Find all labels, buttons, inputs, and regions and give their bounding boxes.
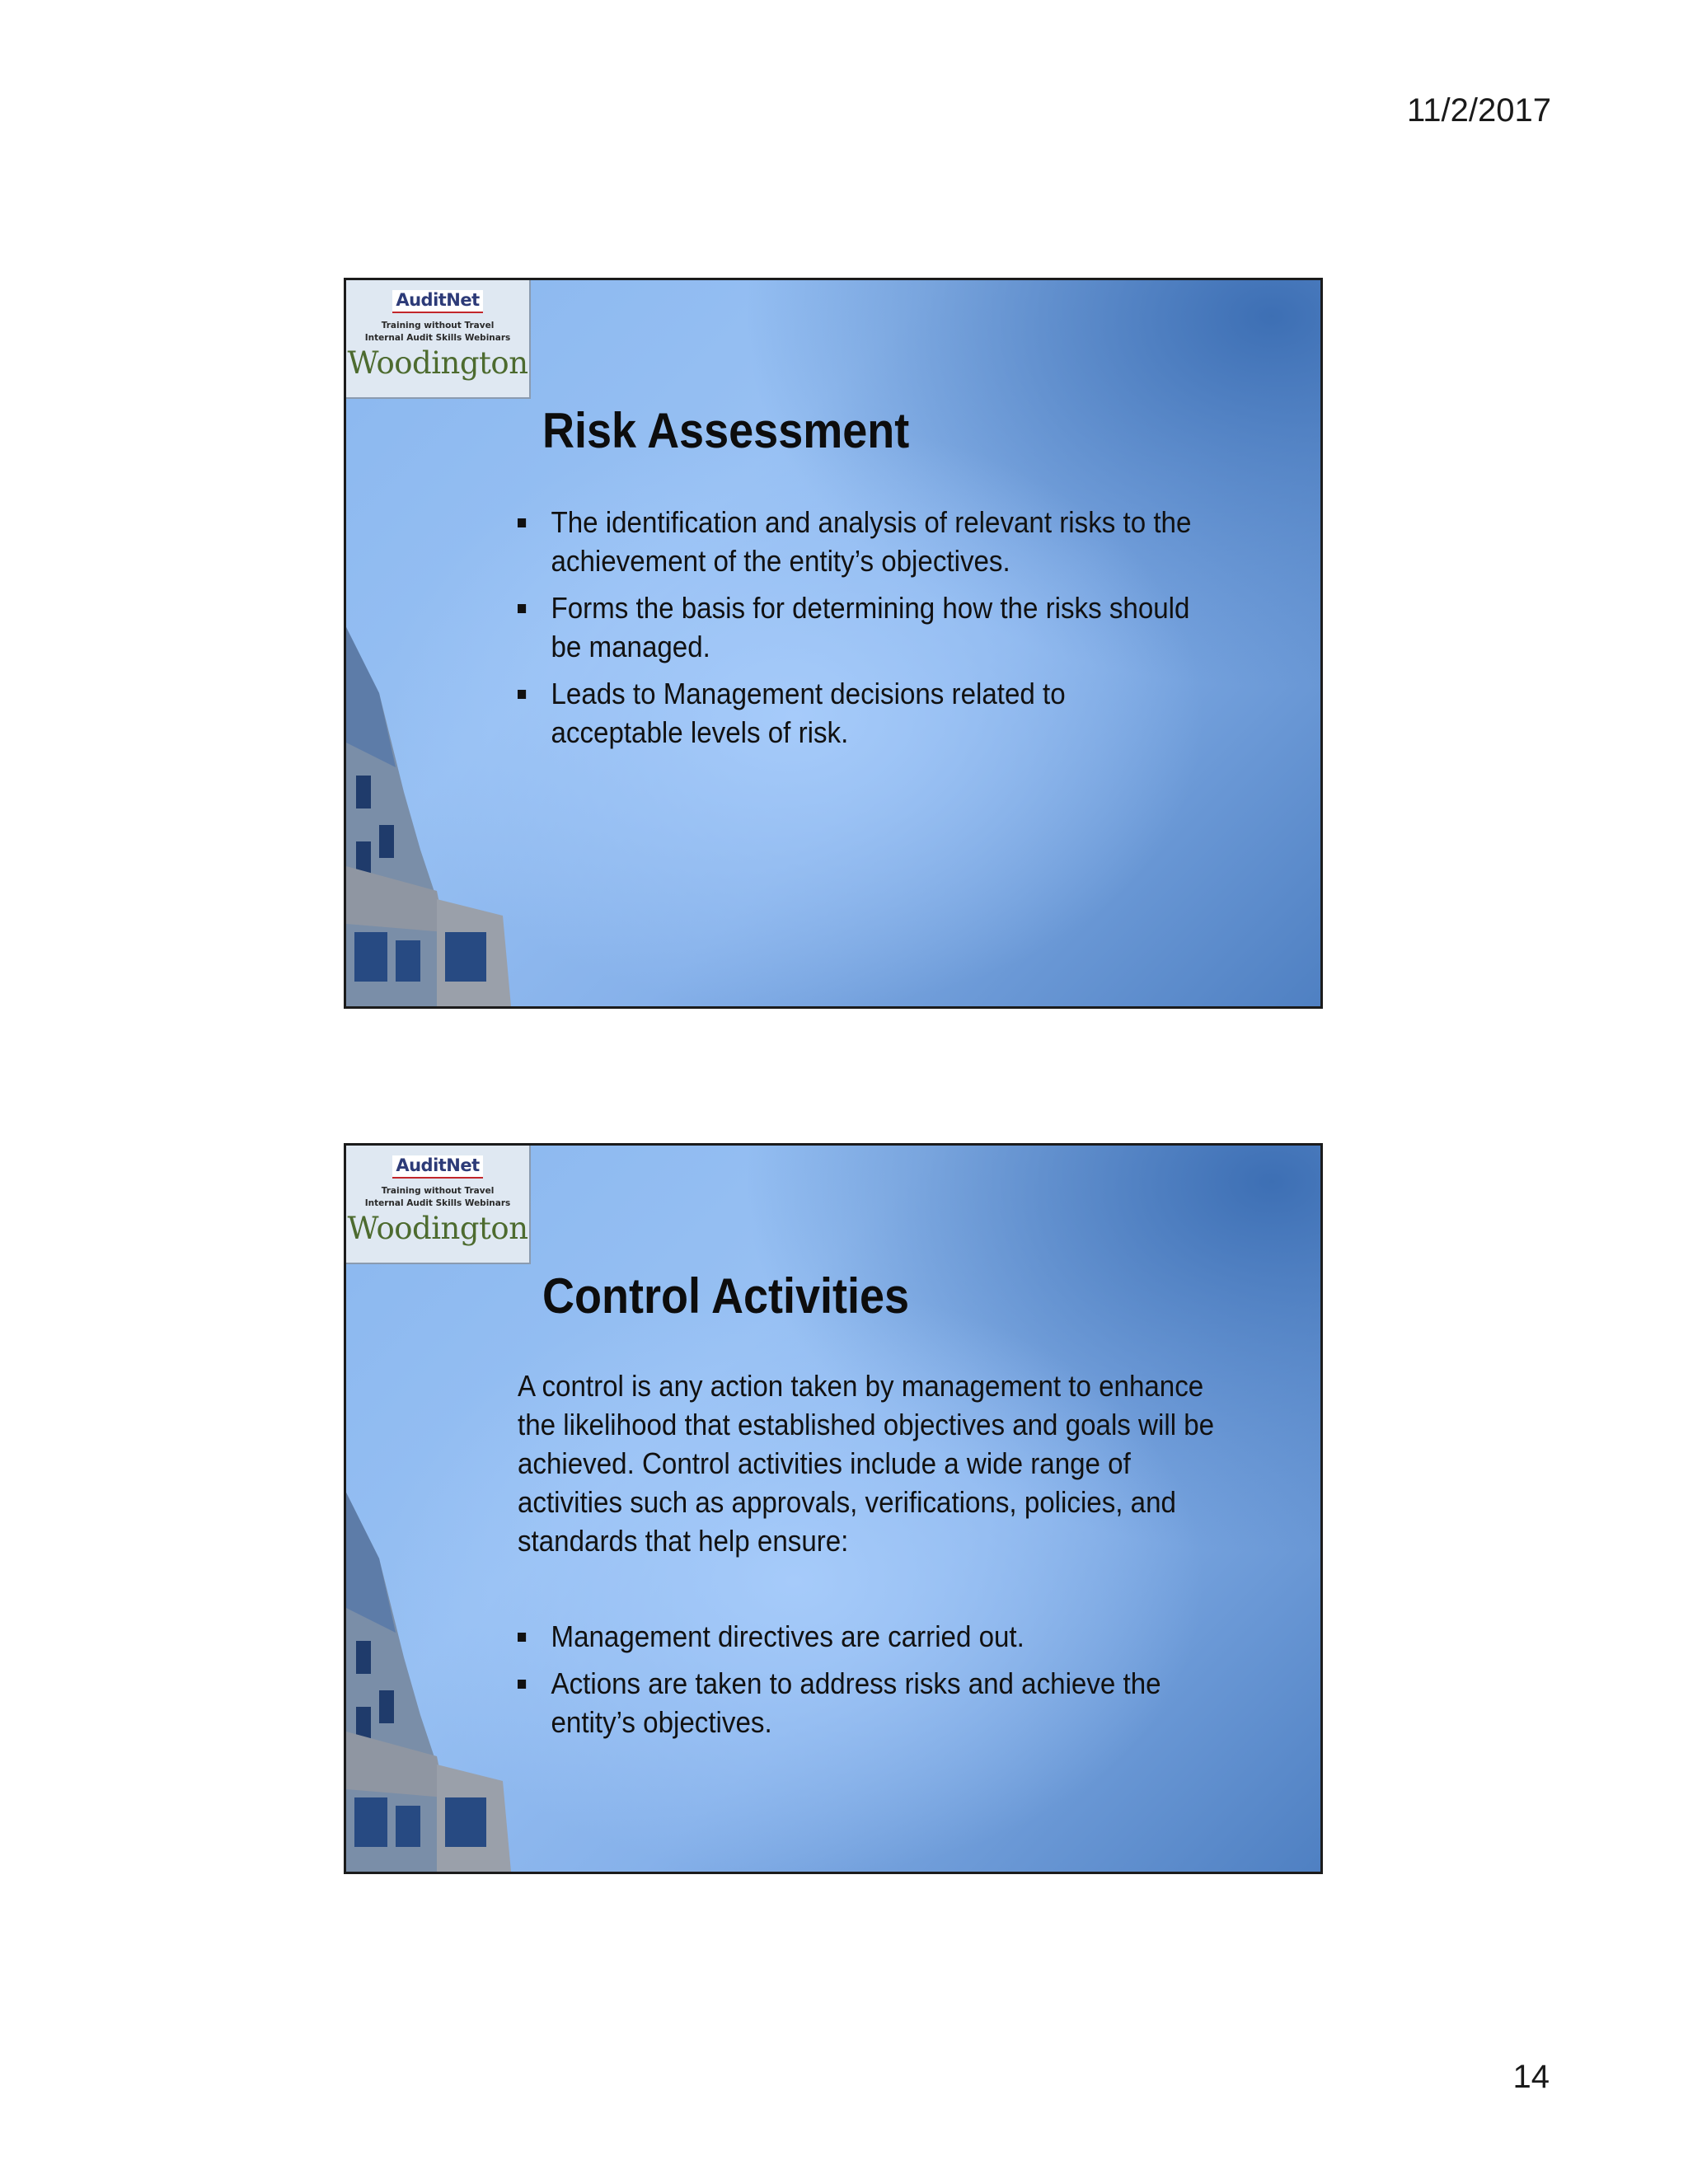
bullet-item: Forms the basis for determining how the risks should be managed. — [518, 588, 1200, 666]
auditnet-woodington-logo — [346, 280, 531, 399]
bullet-square-icon — [518, 1680, 526, 1689]
bullet-item: Management directives are carried out. — [518, 1617, 1200, 1656]
page-number: 14 — [1512, 2059, 1550, 2095]
logo-tagline: Internal Audit Skills Webinars — [364, 333, 511, 343]
auditnet-logo-text: AuditNet — [392, 1155, 482, 1179]
bullet-item: The identification and analysis of relevant risks to the achievement of the entity’s objectives. — [518, 503, 1200, 580]
building-image — [346, 1443, 536, 1872]
woodington-logo-text: Woodington — [347, 1211, 528, 1246]
slide-control-activities — [344, 1143, 1323, 1874]
slide-risk-assessment — [344, 278, 1323, 1009]
page-date: 11/2/2017 — [1407, 92, 1551, 129]
bullet-square-icon — [518, 604, 526, 613]
slide-title: Risk Assessment — [542, 403, 910, 458]
bullet-square-icon — [518, 518, 526, 527]
bullet-list — [518, 503, 1259, 760]
slide-title: Control Activities — [542, 1268, 910, 1324]
bullet-item: Actions are taken to address risks and achieve the entity’s objectives. — [518, 1664, 1200, 1741]
logo-tagline: Training without Travel — [381, 1186, 495, 1196]
bullet-square-icon — [518, 690, 526, 699]
building-image — [346, 578, 536, 1006]
bullet-list — [518, 1617, 1259, 1750]
woodington-logo-text: Woodington — [347, 345, 528, 381]
logo-tagline: Training without Travel — [381, 321, 495, 330]
slide-paragraph: A control is any action taken by management to enhance the likelihood that established objectives and goals will be achieved. Control activities include a wide range of activities such as approvals, verifications, policies, and standards that help ensure: — [518, 1369, 1215, 1558]
bullet-square-icon — [518, 1633, 526, 1642]
logo-tagline: Internal Audit Skills Webinars — [364, 1198, 511, 1208]
auditnet-logo-text: AuditNet — [392, 290, 482, 313]
auditnet-woodington-logo — [346, 1146, 531, 1264]
bullet-item: Leads to Management decisions related to acceptable levels of risk. — [518, 674, 1200, 752]
